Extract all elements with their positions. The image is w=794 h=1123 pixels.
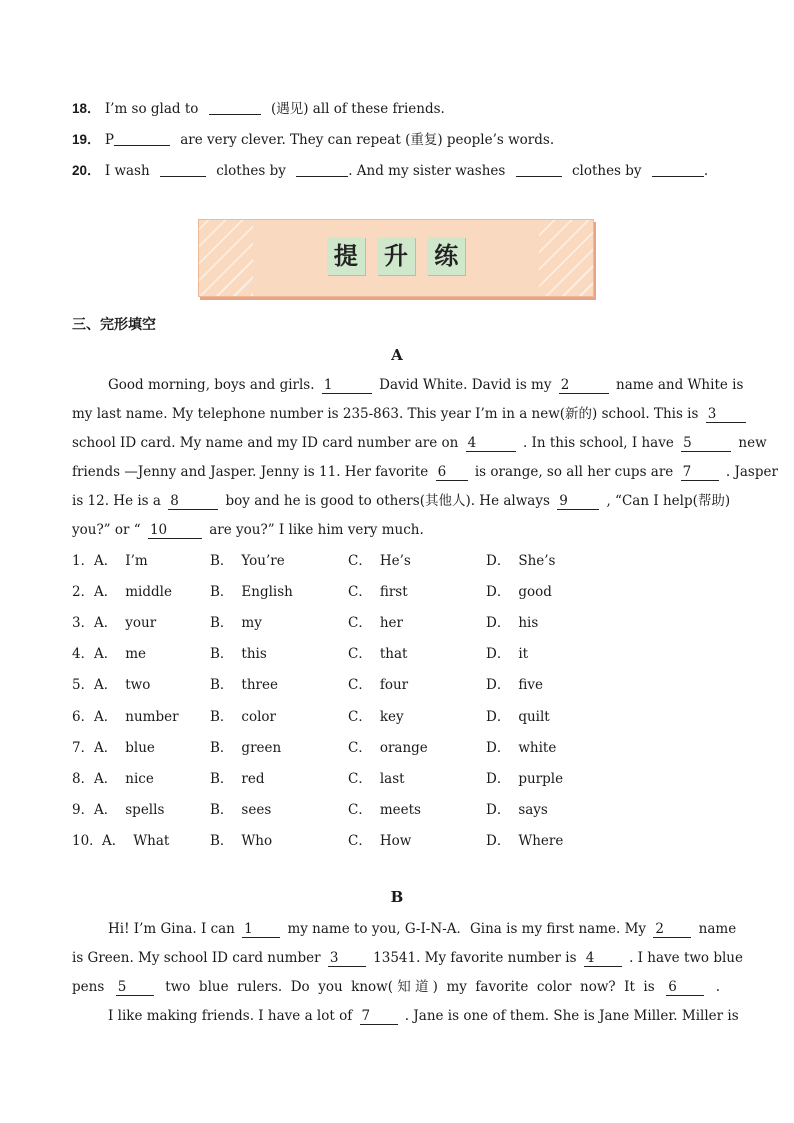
passage-line (72, 400, 720, 429)
passage-a-text (72, 371, 778, 545)
option-c[interactable]: C． orange (348, 739, 428, 756)
option-row (72, 549, 722, 569)
question-number: 18． (72, 101, 101, 116)
question-text: I wash (104, 163, 150, 179)
passage-text: school ID card. My name and my ID card number are on (72, 435, 463, 451)
question-text: P (104, 132, 114, 148)
passage-text: I like making friends. I have a lot of (108, 1008, 357, 1024)
question-text: . And my sister washes (348, 163, 506, 179)
numbered-blank[interactable]: 5 (681, 435, 731, 452)
banner-char: 练 (427, 237, 465, 275)
question-text: clothes by (216, 163, 286, 179)
option-b[interactable]: B． color (210, 708, 277, 725)
banner-char: 提 (327, 237, 365, 275)
numbered-blank[interactable]: 2 (559, 377, 609, 394)
option-d[interactable]: D． quilt (486, 708, 550, 725)
passage-line (72, 487, 731, 516)
option-row (72, 580, 722, 600)
numbered-blank[interactable]: 1 (242, 921, 280, 938)
numbered-blank[interactable]: 3 (328, 950, 366, 967)
option-d[interactable]: D． good (486, 584, 552, 601)
passage-text: . Jasper (721, 464, 778, 480)
passage-text: is 12. He is a (72, 493, 166, 509)
passage-text: . (707, 979, 720, 995)
numbered-blank[interactable]: 6 (436, 464, 468, 481)
answer-blank[interactable] (516, 162, 562, 177)
option-b[interactable]: B． three (210, 677, 278, 694)
numbered-blank[interactable]: 1 (322, 377, 372, 394)
option-b[interactable]: B． English (210, 584, 293, 601)
option-row (72, 767, 722, 787)
passage-line (72, 371, 744, 400)
numbered-blank[interactable]: 9 (557, 493, 599, 510)
answer-blank[interactable] (296, 162, 348, 177)
option-d[interactable]: D． She’s (486, 553, 556, 569)
option-number: 6． (72, 708, 95, 725)
passage-text: are you?” I like him very much. (204, 522, 424, 538)
passage-line (72, 516, 720, 545)
passage-text: , “Can I help(帮助) (602, 493, 731, 509)
passage-text: you?” or “ (72, 522, 145, 538)
numbered-blank[interactable]: 4 (466, 435, 516, 452)
numbered-blank[interactable]: 10 (148, 522, 202, 539)
section-title: 三、完形填空 (72, 317, 156, 333)
option-row (72, 673, 722, 693)
passage-text: pens (72, 979, 113, 995)
passage-text: . I have two blue (624, 950, 743, 966)
option-d[interactable]: D． purple (486, 770, 564, 787)
option-c[interactable]: C． her (348, 615, 403, 632)
question-number: 20． (72, 163, 101, 178)
option-c[interactable]: C． How (348, 832, 412, 849)
passage-text: friends —Jenny and Jasper. Jenny is 11. Her favorite (72, 464, 433, 480)
passage-text: new (734, 435, 767, 451)
numbered-blank[interactable]: 3 (706, 406, 746, 423)
passage-text: boy and he is good to others(其他人). He always (221, 493, 555, 509)
passage-text: is orange, so all her cups are (470, 464, 678, 480)
answer-blank[interactable] (652, 162, 704, 177)
option-b[interactable]: B． this (210, 646, 267, 663)
option-c[interactable]: C． first (348, 584, 408, 601)
passage-text: name (694, 921, 737, 937)
option-b[interactable]: B． my (210, 615, 262, 632)
option-d[interactable]: D． says (486, 801, 548, 818)
question-number: 19． (72, 132, 101, 147)
option-b[interactable]: B． green (210, 739, 282, 756)
option-number: 4． (72, 646, 95, 663)
numbered-blank[interactable]: 4 (584, 950, 622, 967)
option-number: 3． (72, 615, 95, 632)
numbered-blank[interactable]: 6 (666, 979, 704, 996)
passage-text: 13541. My favorite number is (368, 950, 581, 966)
section-banner (198, 219, 594, 297)
option-a[interactable]: A． me (94, 646, 147, 663)
option-a[interactable]: A． blue (94, 739, 155, 756)
option-b[interactable]: B． You’re (210, 553, 285, 569)
passage-line (72, 458, 778, 487)
option-number: 5． (72, 677, 95, 694)
option-number: 8． (72, 770, 95, 787)
passage-text: David White. David is my (374, 377, 556, 393)
question-text: clothes by (571, 163, 642, 179)
option-number: 7． (72, 739, 95, 756)
option-a[interactable]: A． spells (94, 801, 165, 818)
option-a[interactable]: A． two (94, 677, 151, 694)
answer-blank[interactable] (209, 100, 261, 115)
passage-text: is Green. My school ID card number (72, 950, 325, 966)
passage-line (72, 1002, 739, 1031)
option-a[interactable]: A． What (102, 832, 170, 849)
passage-text: two blue rulers. Do you know(知道) my favorite color now? It is (156, 979, 664, 995)
option-number: 1． (72, 553, 95, 569)
numbered-blank[interactable]: 5 (116, 979, 154, 996)
option-b[interactable]: B． sees (210, 801, 272, 818)
answer-blank[interactable] (160, 162, 206, 177)
passage-text: . Jane is one of them. She is Jane Miller. Miller is (400, 1008, 739, 1024)
question-text: . (703, 163, 709, 179)
option-number: 9． (72, 801, 95, 818)
option-d[interactable]: D． white (486, 739, 557, 756)
option-c[interactable]: C． key (348, 708, 404, 725)
passage-text: name and White is (611, 377, 744, 393)
option-row (72, 705, 722, 725)
passage-text: Good morning, boys and girls. (108, 377, 319, 393)
numbered-blank[interactable]: 7 (681, 464, 719, 481)
option-a[interactable]: A． number (94, 708, 179, 725)
option-c[interactable]: C． that (348, 646, 408, 663)
option-row (72, 798, 722, 818)
question-text: I’m so glad to (104, 101, 199, 117)
option-number: 10． (72, 832, 103, 849)
question-20 (72, 159, 722, 179)
answer-blank[interactable] (114, 131, 170, 146)
passage-text: Hi! I’m Gina. I can (108, 921, 240, 937)
option-a[interactable]: A． I’m (94, 553, 148, 569)
option-d[interactable]: D． it (486, 646, 529, 663)
banner-char: 升 (377, 237, 415, 275)
option-number: 2． (72, 584, 95, 601)
passage-text: my name to you, G-I-N-A．Gina is my first name. My (283, 921, 651, 937)
option-a[interactable]: A． nice (94, 770, 154, 787)
option-d[interactable]: D． his (486, 615, 539, 632)
numbered-blank[interactable]: 2 (653, 921, 691, 938)
numbered-blank[interactable]: 7 (360, 1008, 398, 1025)
passage-a-heading: A (391, 346, 403, 364)
option-row (72, 736, 722, 756)
question-18 (72, 97, 722, 117)
option-a[interactable]: A． middle (94, 584, 172, 601)
passage-line (72, 944, 743, 973)
option-b[interactable]: B． red (210, 770, 265, 787)
option-row (72, 829, 722, 849)
passage-line (72, 915, 737, 944)
passage-text: . In this school, I have (518, 435, 679, 451)
question-19 (72, 128, 722, 148)
option-c[interactable]: C． He’s (348, 553, 411, 569)
option-c[interactable]: C． meets (348, 801, 421, 818)
question-text: (遇见) all of these friends. (270, 101, 445, 117)
option-d[interactable]: D． five (486, 677, 543, 694)
passage-line (72, 973, 720, 1002)
passage-line (72, 429, 767, 458)
option-d[interactable]: D． Where (486, 832, 564, 849)
option-row (72, 642, 722, 662)
passage-b-heading: B (390, 888, 404, 906)
option-a[interactable]: A． your (94, 615, 157, 632)
passage-text: my last name. My telephone number is 235-863. This year I’m in a new(新的) school. This is (72, 406, 703, 422)
passage-b-text (72, 915, 743, 1031)
option-c[interactable]: C． last (348, 770, 405, 787)
option-b[interactable]: B． Who (210, 832, 273, 849)
option-row (72, 611, 722, 631)
question-text: are very clever. They can repeat (重复) people’s words. (180, 132, 555, 148)
numbered-blank[interactable]: 8 (168, 493, 218, 510)
option-c[interactable]: C． four (348, 677, 409, 694)
